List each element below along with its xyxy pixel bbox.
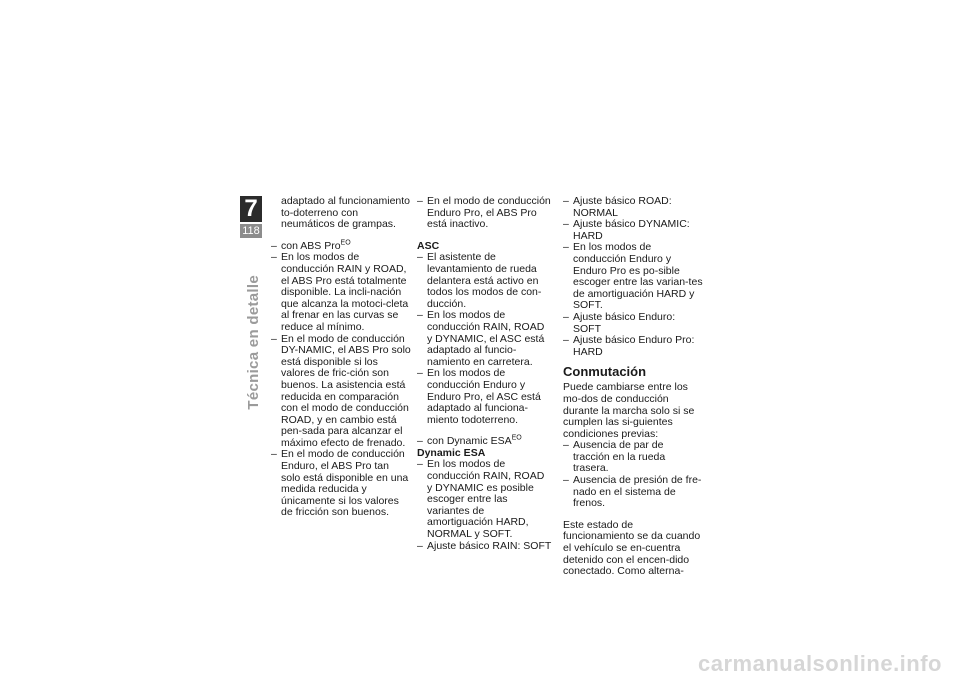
abs-subtitle-text: con ABS Pro bbox=[281, 239, 341, 252]
column-3 bbox=[563, 196, 703, 578]
esa-list bbox=[417, 459, 552, 552]
esa-heading: Dynamic ESA bbox=[417, 446, 486, 459]
list-item: – Ajuste básico Enduro Pro: HARD bbox=[563, 335, 703, 358]
esa-subtitle bbox=[417, 436, 552, 448]
list-item: – En el modo de conducción Enduro Pro, el ABS Pro está inactivo. bbox=[417, 196, 552, 231]
conmutacion-heading: Conmutación bbox=[563, 364, 647, 380]
list-item: – Ajuste básico Enduro: SOFT bbox=[563, 312, 703, 335]
list-item: – Ajuste básico DYNAMIC: HARD bbox=[563, 219, 703, 242]
list-item: – En el modo de conducción Enduro, el ABS Pro tan solo está disponible en una medida reducida y únicamente si los valores de fricción son buenos. bbox=[271, 449, 411, 519]
esa-subtitle-list bbox=[417, 436, 552, 448]
list-item: – Ajuste básico RAIN: SOFT bbox=[417, 541, 552, 553]
asc-list bbox=[417, 252, 552, 426]
abs-superscript: EO bbox=[340, 239, 351, 247]
esa-superscript: EO bbox=[511, 434, 522, 442]
esa-settings-list bbox=[563, 196, 703, 358]
watermark: carmanualsonline.info bbox=[698, 651, 942, 676]
list-item: – Ausencia de par de tracción en la rueda trasera. bbox=[563, 440, 703, 475]
closing-paragraph: Este estado de funcionamiento se da cuando el vehículo se en-cuentra detenido con el encen-dido conectado. Como alterna- bbox=[563, 518, 701, 578]
list-item: – En los modos de conducción RAIN y ROAD, el ABS Pro está totalmente disponible. La incli-nación que alcanza la motoci-cleta al frenar en las curvas se reduce al mínimo. bbox=[271, 252, 411, 333]
conditions-list bbox=[563, 440, 703, 510]
list-item: – El asistente de levantamiento de rueda delantera está activo en todos los modos de con-ducción. bbox=[417, 252, 552, 310]
list-item: – En los modos de conducción RAIN, ROAD y DYNAMIC, el ASC está adaptado al funcio-namiento en carretera. bbox=[417, 310, 552, 368]
abs-enduro-list bbox=[417, 196, 552, 231]
esa-subtitle-text: con Dynamic ESA bbox=[427, 435, 512, 448]
page-number: 118 bbox=[240, 224, 262, 238]
abs-list bbox=[271, 241, 411, 519]
chapter-number: 7 bbox=[240, 196, 262, 222]
list-item: – En los modos de conducción Enduro y Enduro Pro es po-sible escoger entre las varian-tes de amortiguación HARD y SOFT. bbox=[563, 242, 703, 312]
section-side-title bbox=[241, 250, 265, 410]
asc-heading: ASC bbox=[417, 239, 440, 252]
list-item: – En los modos de conducción RAIN, ROAD y DYNAMIC es posible escoger entre las variantes de amortiguación HARD, NORMAL y SOFT. bbox=[417, 459, 552, 540]
list-item: – Ajuste básico ROAD: NORMAL bbox=[563, 196, 703, 219]
conmutacion-paragraph: Puede cambiarse entre los mo-dos de conducción durante la marcha solo si se cumplen las si-guientes condiciones previas: bbox=[563, 381, 695, 440]
list-item: – En el modo de conducción DY-NAMIC, el ABS Pro solo está disponible si los valores de fric-ción son buenos. La asistencia está reducida en comparación con el modo de conducción ROAD, y en cambio está pen-sada para alcanzar el máximo efecto de frenado. bbox=[271, 334, 411, 450]
list-item: – Ausencia de presión de fre-nado en el sistema de frenos. bbox=[563, 475, 703, 510]
intro-paragraph: adaptado al funcionamiento to-doterreno con neumáticos de grampas. bbox=[281, 195, 411, 231]
list-item: – En los modos de conducción Enduro y Enduro Pro, el ASC está adaptado al funciona-miento todoterreno. bbox=[417, 368, 552, 426]
side-title-text: Técnica en detalle bbox=[244, 275, 262, 410]
column-2 bbox=[417, 196, 552, 552]
column-1 bbox=[271, 196, 411, 519]
